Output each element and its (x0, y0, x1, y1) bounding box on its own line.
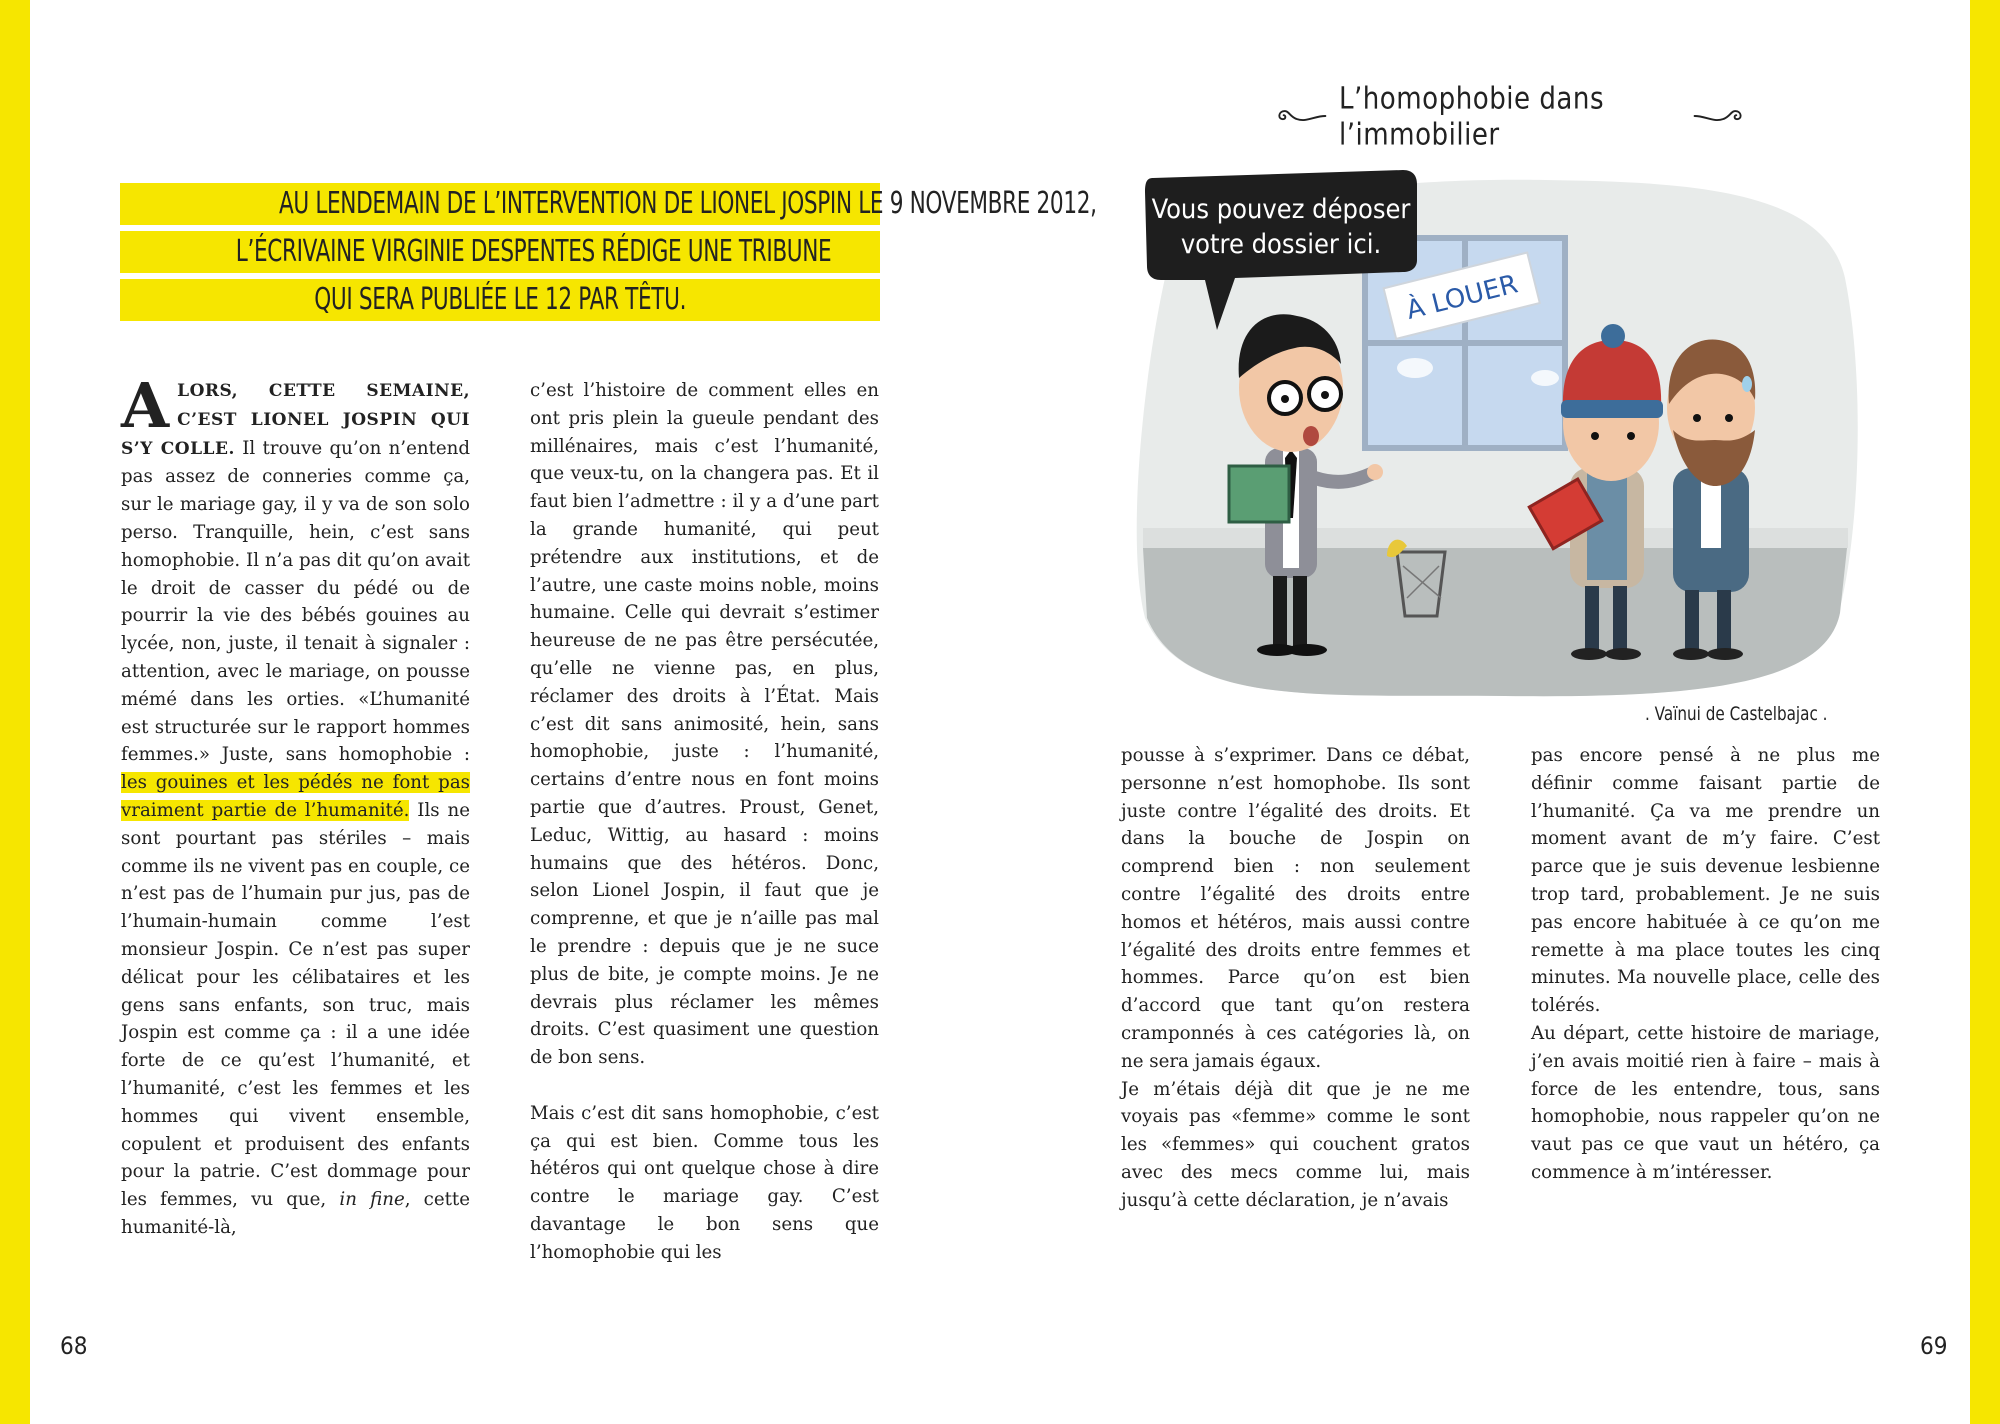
left-yellow-margin (0, 0, 30, 1424)
article-paragraph: pousse à s’exprimer. Dans ce débat, personne n’est homophobe. Ils sont juste contre l’égalité des droits. Et dans la bouche de Jospin on comprend bien : non seulement contre l’égalité des droits entre homos et hétéros, mais aussi contre l’égalité des droits entre femmes et hommes. Parce qu’on est bien d’accord que tant qu’on restera cramponnés à ces catégories là, on ne sera jamais égaux. (1121, 745, 1470, 1072)
illustration-credit: . Vaïnui de Castelbajac . (1645, 703, 1828, 725)
article-paragraph: ALORS, CETTE SEMAINE, C’EST LIONEL JOSPIN QUI S’Y COLLE. Il trouve qu’on n’entend pas assez de conneries comme ça, sur le mariage gay, il y va de son solo perso. Tranquille, hein, c’est sans homophobie. Il n’a pas dit qu’on avait le droit de casser du pédé ou de pourrir la vie des bébés gouines au lycée, non, juste, il tenait à signaler : attention, avec le mariage, on pousse mémé dans les orties. «L’humanité est structurée sur le rapport hommes femmes.» Juste, sans homophobie : les gouines et les pédés ne font pas vraiment partie de l’humanité. Ils ne sont pourtant pas stériles – mais comme ils ne vivent pas en couple, ce n’est pas de l’humain pur jus, pas de l’humain-humain comme l’est monsieur Jospin. Ce n’est pas super délicat pour les célibataires et les gens sans enfants, son truc, mais Jospin est comme ça : il a une idée forte de ce qu’est l’humanité, et l’humanité, c’est les femmes et les hommes qui vivent ensemble, copulent et produisent des enfants pour la patrie. C’est dommage pour les femmes, vu que, in fine, cette humanité-là, (121, 369, 471, 1238)
article-column-3 (1121, 742, 1470, 1215)
section-title-text: L’homophobie dans l’immobilier (1338, 80, 1605, 152)
lead-in: LORS, CETTE SEMAINE, C’EST LIONEL JOSPIN QUI S’Y COLLE. (121, 381, 470, 459)
article-column-1 (121, 369, 471, 1242)
headline (120, 183, 1097, 327)
article-paragraph: Au départ, cette histoire de mariage, j’en avais moitié rien à faire – mais à force de les entendre, tous, sans homophobie, nous rappeler qu’on ne vaut pas ce que vaut un hétéro, ça commence à m’intéresser. (1531, 1022, 1880, 1183)
headline-line: QUI SERA PUBLIÉE LE 12 PAR TÊTU. (120, 279, 880, 321)
cartoon-illustration (1125, 168, 1865, 708)
speech-bubble-line-2: votre dossier ici. (1180, 229, 1382, 260)
rent-sign-text: À LOUER (1403, 269, 1521, 326)
headline-line: L’ÉCRIVAINE VIRGINIE DESPENTES RÉDIGE UNE TRIBUNE (120, 231, 880, 273)
right-swirl-ornament-icon (1693, 104, 1745, 128)
right-yellow-margin (1970, 0, 2000, 1424)
article-paragraph: Mais c’est dit sans homophobie, c’est ça qui est bien. Comme tous les hétéros qui ont quelque chose à dire contre le mariage gay. C’est davantage le bon sens que l’homophobie qui les (530, 1102, 879, 1263)
article-column-4 (1531, 742, 1880, 1187)
italic-phrase: in fine (339, 1189, 405, 1211)
drop-cap: A (121, 369, 170, 442)
speech-bubble-line-1: Vous pouvez déposer (1151, 194, 1411, 225)
article-paragraph: Je m’étais déjà dit que je ne me voyais pas «femme» comme le sont les «femmes» qui couchent gratos avec des mecs comme lui, mais jusqu’à cette déclaration, je n’avais (1121, 1078, 1470, 1211)
page-number-left: 68 (60, 1332, 88, 1360)
article-paragraph: c’est l’histoire de comment elles en ont pris plein la gueule pendant des millénaires, mais c’est l’humanité, que veux-tu, on la changera pas. Et il faut bien l’admettre : il y a d’une part la grande humanité, qui peut prétendre aux institutions, et de l’autre, une caste moins noble, moins humaine. Celle qui devrait s’estimer heureuse de ne pas être persécutée, qu’elle ne vienne pas, en plus, réclamer des droits à l’État. Mais c’est dit sans animosité, hein, sans homophobie, juste : l’humanité, certains d’entre nous en font moins partie que d’autres. Proust, Genet, Leduc, Wittig, au hasard : moins humains que des hétéros. Donc, selon Lionel Jospin, il faut que je comprenne, et que je n’aille pas mal le prendre : depuis que je ne suce plus de bite, je compte moins. Je ne devrais plus réclamer les mêmes droits. C’est quasiment une question de bon sens. (530, 380, 879, 1069)
article-paragraph: pas encore pensé à ne plus me définir comme faisant partie de l’humanité. Ça va me prendre un moment avant de m’y faire. C’est parce que je suis devenue lesbienne trop tard, probablement. Je ne suis pas encore habituée à ce qu’on me remette à ma place toutes les cinq minutes. Ma nouvelle place, celle des tolérés. (1531, 745, 1880, 1017)
headline-line: AU LENDEMAIN DE L’INTERVENTION DE LIONEL JOSPIN LE 9 NOVEMBRE 2012, (120, 183, 880, 225)
left-swirl-ornament-icon (1275, 104, 1327, 128)
page-number-right: 69 (1920, 1332, 1948, 1360)
highlighted-quote: les gouines et les pédés ne font pas vraiment partie de l’humanité. (121, 772, 470, 821)
article-column-2 (530, 377, 879, 1267)
section-title (1275, 82, 1745, 150)
